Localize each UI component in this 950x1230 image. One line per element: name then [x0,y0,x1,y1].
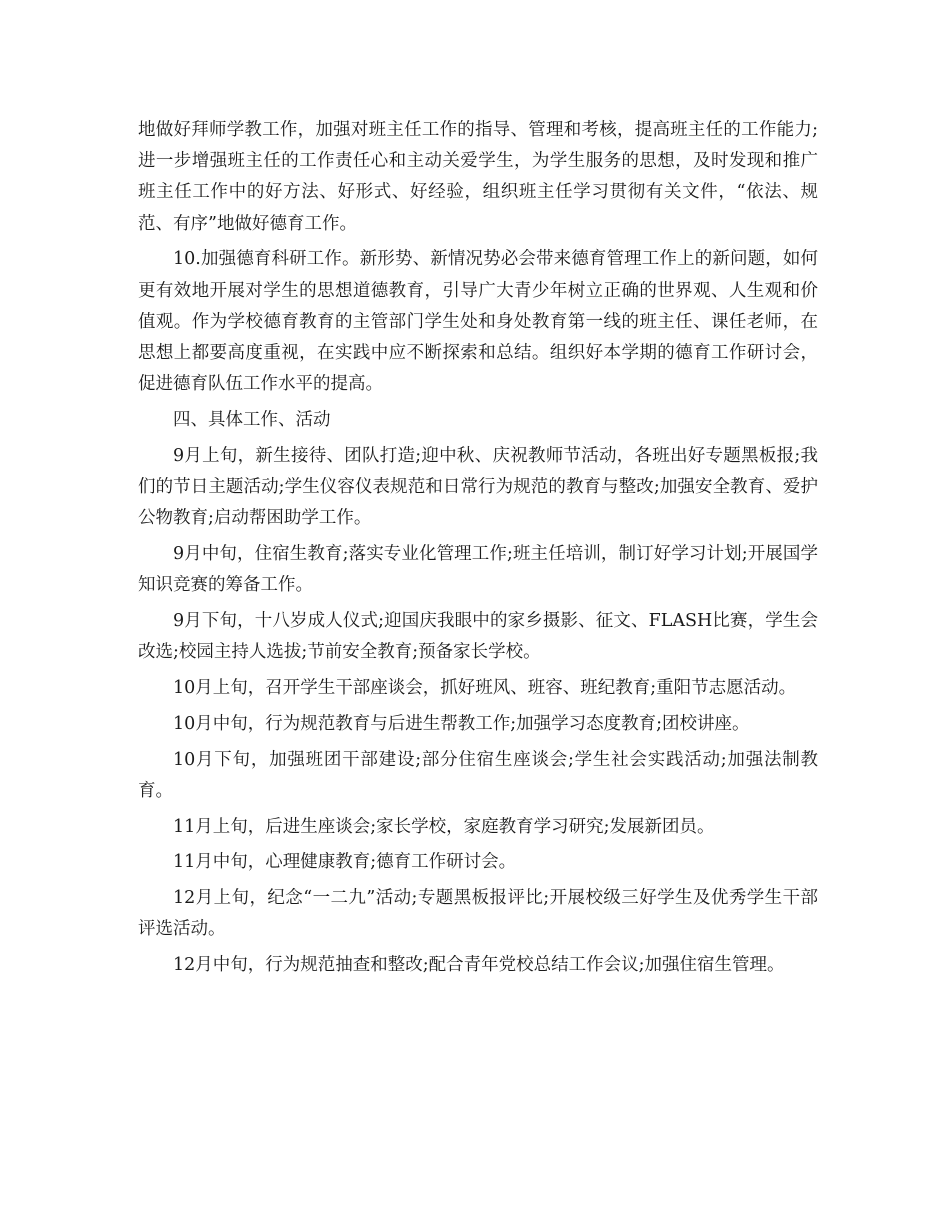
schedule-sep-mid: 9月中旬，住宿生教育;落实专业化管理工作;班主任培训，制订好学习计划;开展国学知识竞赛的筹备工作。 [138,544,818,596]
paragraph-continuation: 地做好拜师学教工作，加强对班主任工作的指导、管理和考核，提高班主任的工作能力;进一步增强班主任的工作责任心和主动关爱学生，为学生服务的思想，及时发现和推广班主任工作中的好方法、好形式、好经验，组织班主任学习贯彻有关文件，“依法、规范、有序”地做好德育工作。 [138,120,818,234]
schedule-oct-late: 10月下旬，加强班团干部建设;部分住宿生座谈会;学生社会实践活动;加强法制教育。 [138,749,818,801]
paragraph-item-10: 10.加强德育科研工作。新形势、新情况势必会带来德育管理工作上的新问题，如何更有效地开展对学生的思想道德教育，引导广大青少年树立正确的世界观、人生观和价值观。作为学校德育教育的主管部门学生处和身处教育第一线的班主任、课任老师，在思想上都要高度重视，在实践中应不断探索和总结。组织好本学期的德育工作研讨会，促进德育队伍工作水平的提高。 [138,249,818,395]
schedule-sep-early: 9月上旬，新生接待、团队打造;迎中秋、庆祝教师节活动，各班出好专题黑板报;我们的节日主题活动;学生仪容仪表规范和日常行为规范的教育与整改;加强安全教育、爱护公物教育;启动帮困助学工作。 [138,445,818,529]
section-heading: 四、具体工作、活动 [173,410,331,431]
schedule-nov-early: 11月上旬，后进生座谈会;家长学校，家庭教育学习研究;发展新团员。 [173,816,715,837]
schedule-dec-mid: 12月中旬，行为规范抽查和整改;配合青年党校总结工作会议;加强住宿生管理。 [173,955,785,976]
schedule-dec-early: 12月上旬，纪念“一二九”活动;专题黑板报评比;开展校级三好学生及优秀学生干部评选活动。 [138,888,818,940]
schedule-oct-early: 10月上旬，召开学生干部座谈会，抓好班风、班容、班纪教育;重阳节志愿活动。 [173,678,797,699]
document-body [138,115,818,986]
schedule-nov-mid: 11月中旬，心理健康教育;德育工作研讨会。 [173,852,517,873]
schedule-oct-mid: 10月中旬，行为规范教育与后进生帮教工作;加强学习态度教育;团校讲座。 [173,713,750,734]
schedule-sep-late: 9月下旬，十八岁成人仪式;迎国庆我眼中的家乡摄影、征文、FLASH比赛，学生会改选;校园主持人选拔;节前安全教育;预备家长学校。 [138,611,818,663]
